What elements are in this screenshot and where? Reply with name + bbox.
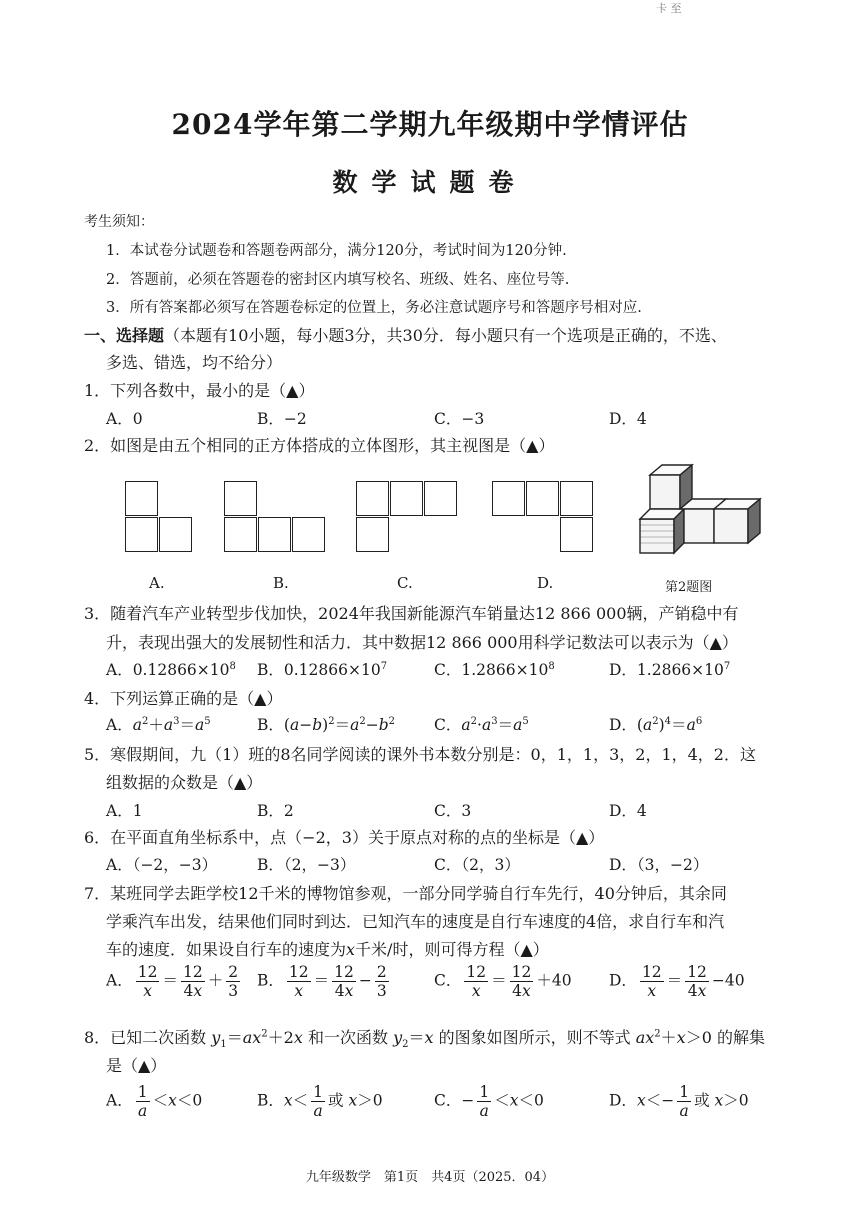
- q3-option-b: B．$0.12866\times 10^7$: [257, 660, 388, 679]
- q8-option-a: A． $\frac{1}{a}$ ＜x＜0: [106, 1083, 203, 1120]
- q2-3d-figure: [636, 463, 768, 559]
- q1-option-b: B．−2: [257, 410, 307, 428]
- q8-line2: 是（▲）: [106, 1056, 167, 1075]
- q4-option-a: A．$a^2+a^3=a^5$: [106, 715, 211, 734]
- q8-line1: 8．已知二次函数 $y_1=ax^2+2x$ 和一次函数 $y_2=x$ 的图象如图所示，则不等式 $ax^2+x>0$ 的解集: [84, 1028, 765, 1051]
- q6-option-a: A．（−2，−3）: [106, 856, 218, 874]
- q1-stem: 1．下列各数中，最小的是（▲）: [84, 381, 315, 400]
- q6-option-c: C．（2，3）: [434, 856, 520, 874]
- q5-line2: 组数据的众数是（▲）: [106, 773, 263, 792]
- section1-desc: 多选、错选，均不给分）: [106, 353, 283, 372]
- q7-option-a: A． $\frac{12}{x}$ ＝ $\frac{12}{4x}$ ＋ $\frac{2}{3}$: [106, 963, 239, 1000]
- q8-option-c: C．− $\frac{1}{a}$ ＜x＜0: [434, 1083, 544, 1120]
- q7-line1: 7．某班同学去距学校12千米的博物馆参观，一部分同学骑自行车先行，40分钟后，其余同: [84, 884, 727, 903]
- exam-title: 2024学年第二学期九年级期中学情评估: [171, 108, 689, 141]
- q5-option-d: D．4: [609, 802, 647, 820]
- q5-option-a: A．1: [106, 802, 143, 820]
- q2-label-c: C.: [397, 574, 413, 592]
- q7-option-d: D． $\frac{12}{x}$ ＝ $\frac{12}{4x}$ −40: [609, 963, 745, 1000]
- page-footer: 九年级数学 第1页 共4页（2025．04）: [305, 1170, 555, 1185]
- q6-option-b: B．（2，−3）: [257, 856, 356, 874]
- q1-option-a: A．0: [106, 410, 143, 428]
- q4-stem: 4．下列运算正确的是（▲）: [84, 689, 283, 708]
- q6-option-d: D．（3，−2）: [609, 856, 709, 874]
- notice-item-2: 2．答题前，必须在答题卷的密封区内填写校名、班级、姓名、座位号等.: [106, 272, 570, 288]
- q7-option-b: B． $\frac{12}{x}$ ＝ $\frac{12}{4x}$ − $\frac{2}{3}$: [257, 963, 387, 1000]
- q7-line2: 学乘汽车出发，结果他们同时到达．已知汽车的速度是自行车速度的4倍，求自行车和汽: [106, 912, 725, 931]
- q8-option-b: B．x＜ $\frac{1}{a}$ 或 x＞0: [257, 1083, 383, 1120]
- notice-item-1: 1．本试卷分试题卷和答题卷两部分，满分120分，考试时间为120分钟.: [106, 243, 567, 259]
- q2-label-a: A.: [149, 574, 165, 592]
- q2-figure-caption: 第2题图: [665, 580, 713, 595]
- q2-label-d: D.: [537, 574, 554, 592]
- q5-option-b: B．2: [257, 802, 294, 820]
- notice-item-3: 3．所有答案都必须写在答题卷标定的位置上，务必注意试题序号和答题序号相对应.: [106, 300, 642, 316]
- q3-line2: 升，表现出强大的发展韧性和活力．其中数据12 866 000用科学记数法可以表示为（▲）: [106, 633, 738, 652]
- q5-option-c: C．3: [434, 802, 472, 820]
- q3-option-a: A．$0.12866\times 10^8$: [106, 660, 236, 679]
- notice-heading: 考生须知：: [84, 214, 154, 230]
- q3-option-d: D．$1.2866\times 10^7$: [609, 660, 731, 679]
- q3-line1: 3．随着汽车产业转型步伐加快，2024年我国新能源汽车销量达12 866 000辆，产销稳中有: [84, 604, 739, 623]
- q6-stem: 6．在平面直角坐标系中，点（−2，3）关于原点对称的点的坐标是（▲）: [84, 828, 605, 847]
- q2-stem: 2．如图是由五个相同的正方体搭成的立体图形，其主视图是（▲）: [84, 436, 555, 455]
- q1-option-d: D．4: [609, 410, 647, 428]
- q5-line1: 5．寒假期间，九（1）班的8名同学阅读的课外书本数分别是：0，1，1，3，2，1，4，2．这: [84, 745, 756, 764]
- q1-option-c: C．−3: [434, 410, 485, 428]
- q3-option-c: C．$1.2866\times 10^8$: [434, 660, 555, 679]
- exam-subtitle: 数学试题卷: [332, 168, 528, 197]
- q7-option-c: C． $\frac{12}{x}$ ＝ $\frac{12}{4x}$ ＋40: [434, 963, 572, 1000]
- q4-option-d: D．$(a^2)^4=a^6$: [609, 715, 703, 734]
- section1-header: 一、选择题（本题有10小题，每小题3分，共30分．每小题只有一个选项是正确的，不选、: [84, 326, 727, 345]
- q4-option-c: C．$a^2\cdot a^3=a^5$: [434, 715, 529, 734]
- q8-option-d: D．x＜− $\frac{1}{a}$ 或 x＞0: [609, 1083, 749, 1120]
- corner-mark: 卡 ⾄: [656, 2, 682, 15]
- q2-label-b: B.: [273, 574, 289, 592]
- q7-line3: 车的速度．如果设自行车的速度为x千米/时，则可得方程（▲）: [106, 940, 549, 959]
- q4-option-b: B．$(a-b)^2=a^2-b^2$: [257, 715, 396, 734]
